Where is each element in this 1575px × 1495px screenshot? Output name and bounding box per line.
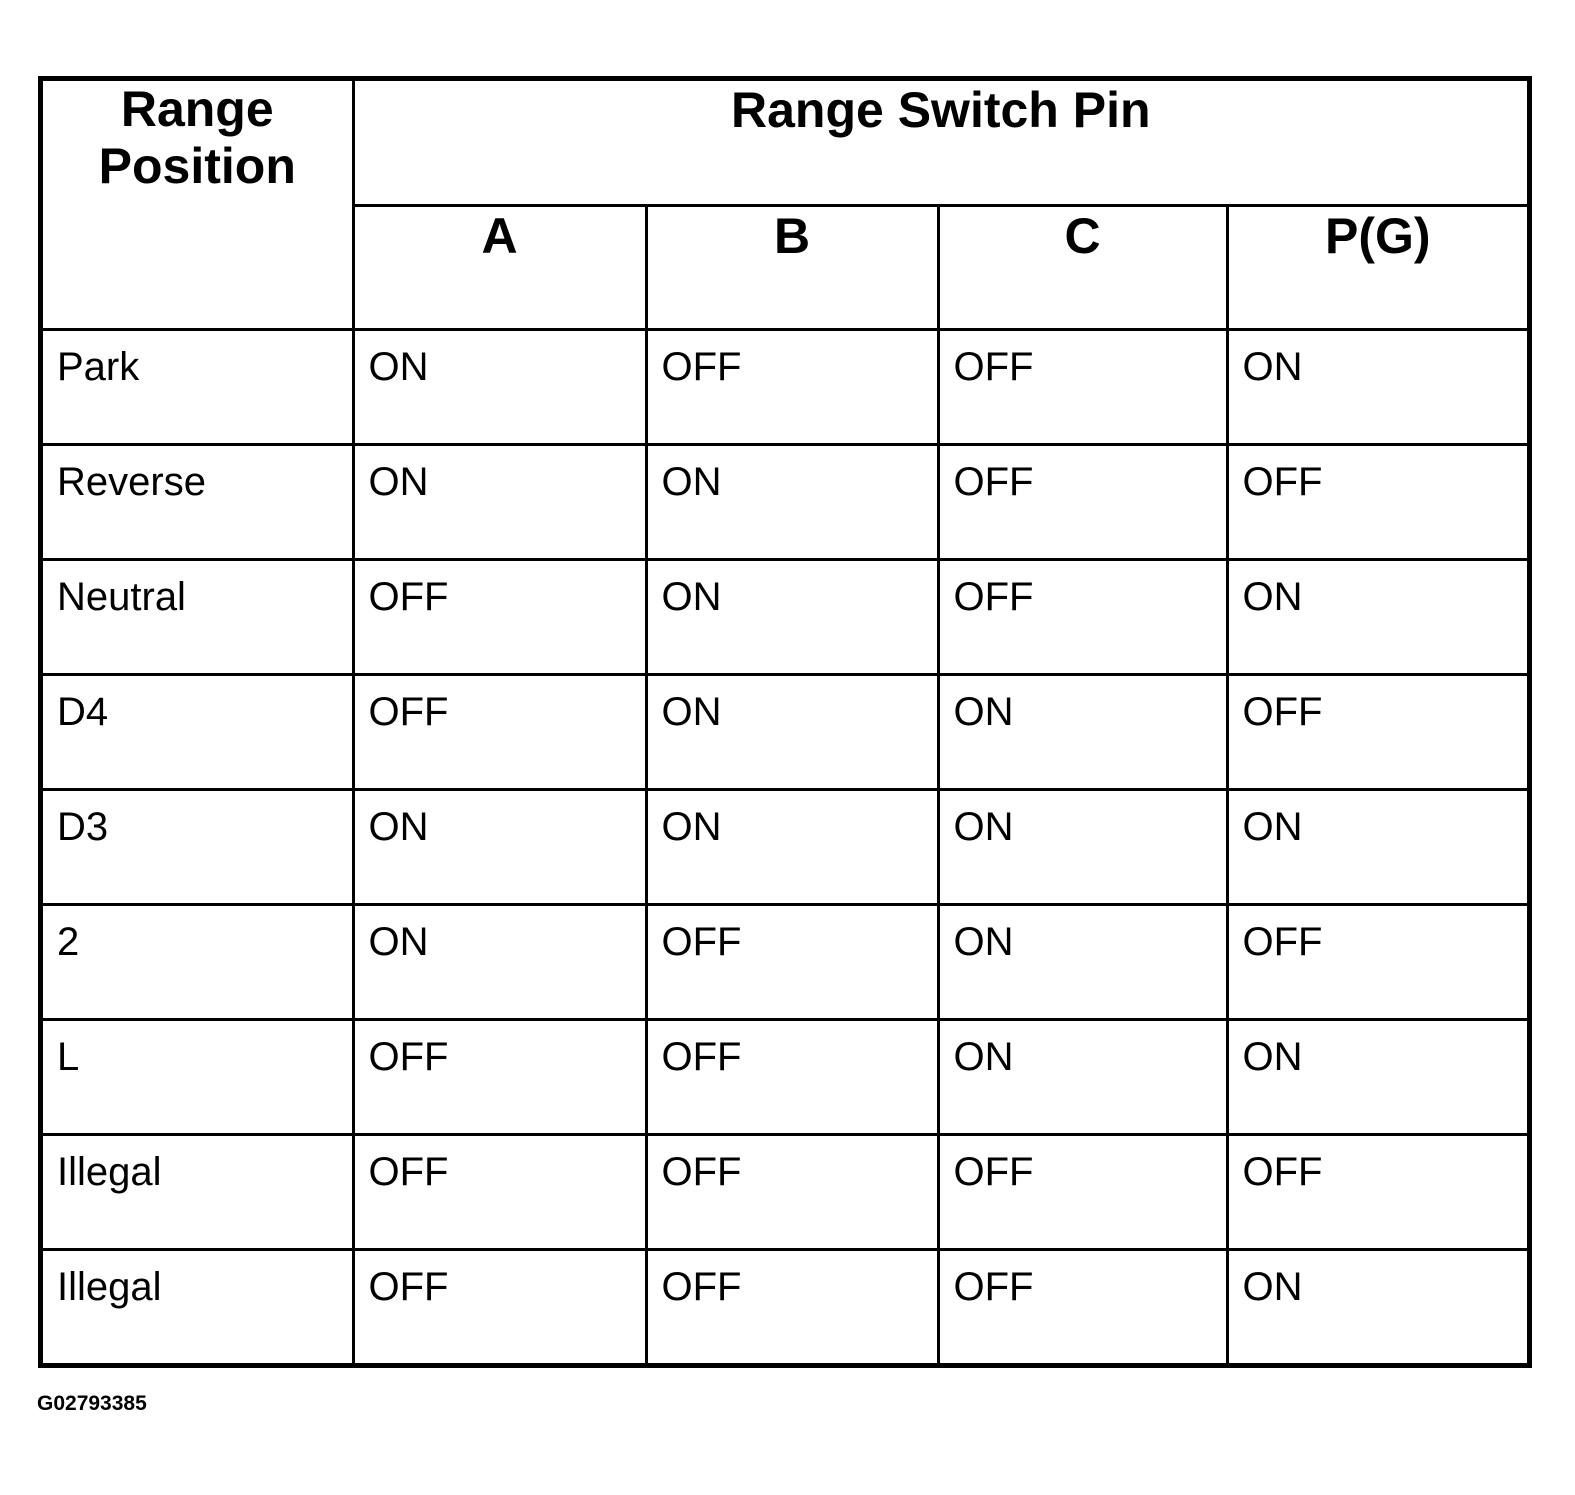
pin-state-cell: OFF: [938, 329, 1227, 444]
pin-state-cell: OFF: [938, 1134, 1227, 1249]
range-position-cell: L: [43, 1019, 353, 1134]
pin-state-cell: OFF: [353, 559, 646, 674]
table-row: [43, 789, 1527, 904]
pin-state-cell: OFF: [938, 559, 1227, 674]
pin-state-cell: OFF: [1227, 904, 1527, 1019]
pin-state-cell: OFF: [1227, 674, 1527, 789]
pin-state-cell: ON: [353, 329, 646, 444]
header-pin-a: A: [353, 205, 646, 329]
header-pin-c: C: [938, 205, 1227, 329]
pin-state-cell: ON: [1227, 1019, 1527, 1134]
pin-state-cell: OFF: [1227, 444, 1527, 559]
pin-state-cell: OFF: [646, 1249, 938, 1364]
pin-state-cell: OFF: [353, 1019, 646, 1134]
pin-state-cell: ON: [646, 444, 938, 559]
table-row: [43, 674, 1527, 789]
pin-state-cell: ON: [938, 1019, 1227, 1134]
pin-state-cell: ON: [938, 789, 1227, 904]
pin-state-cell: ON: [1227, 329, 1527, 444]
range-position-cell: Park: [43, 329, 353, 444]
figure-id: G02793385: [37, 1392, 147, 1415]
pin-state-cell: ON: [646, 559, 938, 674]
table-row: [43, 1134, 1527, 1249]
pin-state-cell: ON: [646, 789, 938, 904]
header-range-position-label: Range Position: [98, 81, 296, 194]
pin-state-cell: ON: [353, 904, 646, 1019]
pin-state-cell: OFF: [646, 1019, 938, 1134]
pin-state-cell: OFF: [646, 1134, 938, 1249]
range-position-cell: 2: [43, 904, 353, 1019]
pin-state-cell: OFF: [938, 1249, 1227, 1364]
table-row: [43, 329, 1527, 444]
header-pin-pg: P(G): [1227, 205, 1527, 329]
range-position-cell: D4: [43, 674, 353, 789]
pin-state-cell: OFF: [646, 904, 938, 1019]
range-position-cell: Neutral: [43, 559, 353, 674]
pin-state-cell: ON: [1227, 789, 1527, 904]
header-row-group: [43, 81, 1527, 205]
table-row: [43, 904, 1527, 1019]
pin-state-cell: OFF: [1227, 1134, 1527, 1249]
pin-state-cell: ON: [938, 904, 1227, 1019]
header-range-switch-pin-label: Range Switch Pin: [731, 82, 1151, 138]
pin-state-cell: ON: [1227, 559, 1527, 674]
table-row: [43, 1249, 1527, 1364]
pin-state-cell: OFF: [353, 1249, 646, 1364]
pin-state-cell: OFF: [938, 444, 1227, 559]
table-row: [43, 444, 1527, 559]
table-row: [43, 1019, 1527, 1134]
header-range-switch-pin: [353, 81, 1527, 205]
range-position-cell: Illegal: [43, 1134, 353, 1249]
range-position-cell: Illegal: [43, 1249, 353, 1364]
pin-state-cell: ON: [646, 674, 938, 789]
pin-state-cell: ON: [938, 674, 1227, 789]
range-position-cell: D3: [43, 789, 353, 904]
range-position-cell: Reverse: [43, 444, 353, 559]
pin-state-cell: ON: [1227, 1249, 1527, 1364]
pin-state-cell: OFF: [353, 674, 646, 789]
table-row: [43, 559, 1527, 674]
header-pin-b: B: [646, 205, 938, 329]
pin-state-cell: ON: [353, 789, 646, 904]
header-range-position: [43, 81, 353, 329]
pin-state-cell: OFF: [353, 1134, 646, 1249]
range-switch-table: [43, 81, 1527, 1364]
range-switch-table-frame: [38, 76, 1532, 1368]
pin-state-cell: OFF: [646, 329, 938, 444]
pin-state-cell: ON: [353, 444, 646, 559]
